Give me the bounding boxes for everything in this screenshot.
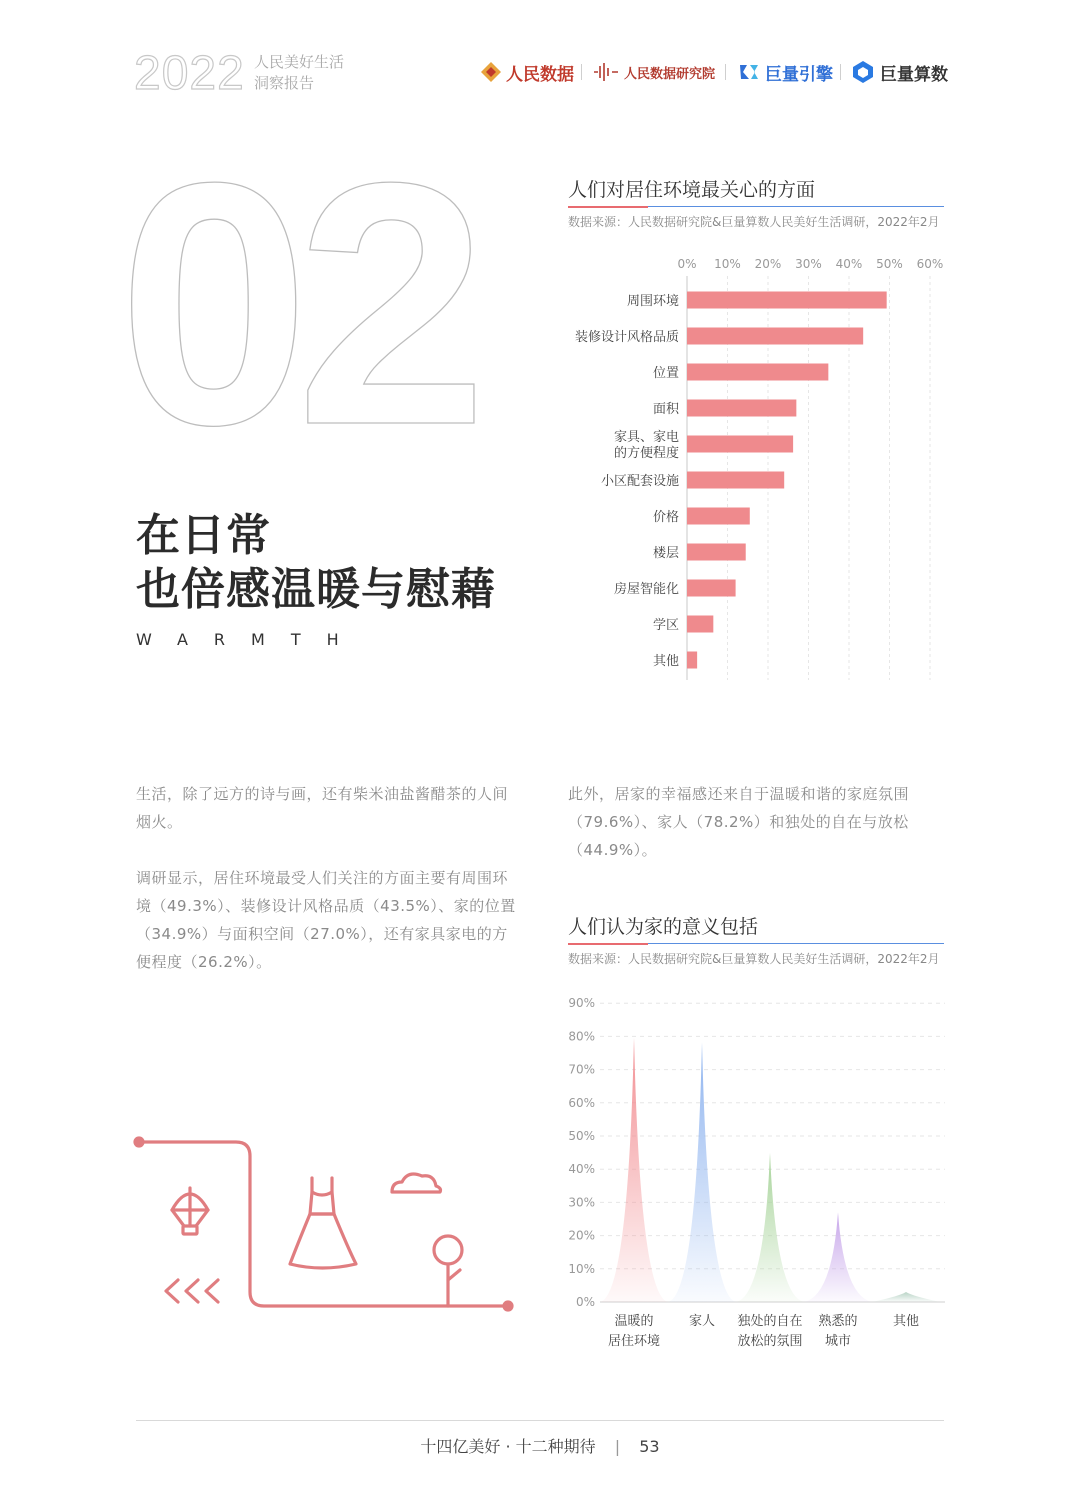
cloud-icon — [392, 1174, 441, 1192]
report-year: 2022 — [134, 47, 245, 100]
x-tick-label: 30% — [795, 257, 822, 271]
category-label: 装修设计风格品质 — [574, 330, 679, 345]
y-tick-label: 60% — [568, 1095, 595, 1110]
people-data-logo-text: 人民数据 — [506, 64, 574, 85]
tree-icon — [434, 1236, 462, 1306]
category-label: 独处的自在 — [737, 1314, 803, 1329]
peak-shape — [600, 1038, 668, 1302]
report-title-line1: 人民美好生活 — [254, 53, 345, 71]
y-tick-label: 80% — [568, 1029, 595, 1044]
y-tick-label: 0% — [575, 1295, 595, 1309]
bar — [687, 400, 796, 417]
logo-divider — [725, 64, 726, 80]
category-label: 价格 — [652, 510, 679, 525]
chart2-title: 人们认为家的意义包括 — [568, 916, 759, 938]
chart1-source: 数据来源：人民数据研究院&巨量算数人民美好生活调研，2022年2月 — [568, 215, 940, 229]
category-label: 家具、家电 — [613, 430, 679, 445]
category-label: 房屋智能化 — [613, 582, 679, 597]
footer-separator: | — [614, 1437, 621, 1456]
category-label: 楼层 — [652, 546, 679, 561]
ocean-suanshu-icon — [851, 60, 875, 84]
bar — [687, 580, 736, 597]
logo-divider — [840, 64, 841, 80]
ocean-engine-logo-text: 巨量引擎 — [765, 64, 833, 85]
logo-divider — [581, 64, 582, 80]
y-tick-label: 50% — [568, 1129, 595, 1143]
category-label: 周围环境 — [626, 294, 679, 309]
ocean-engine-icon — [737, 61, 761, 83]
paragraph-home-happiness: 此外，居家的幸福感还来自于温暖和谐的家庭氛围（79.6%）、家人（78.2%）和独处的自在与放松（44.9%）。 — [568, 785, 910, 859]
category-label: 家人 — [688, 1314, 716, 1329]
y-tick-label: 70% — [568, 1062, 595, 1077]
peak-chart-meaning-of-home — [560, 990, 950, 1360]
x-tick-label: 20% — [754, 257, 782, 271]
people-data-emblem-icon — [480, 61, 502, 83]
report-title-line2: 洞察报告 — [254, 74, 315, 92]
hot-air-balloon-icon — [172, 1188, 208, 1234]
y-tick-label: 10% — [568, 1261, 595, 1276]
peak-shape — [736, 1153, 804, 1302]
home-life-illustration — [128, 1130, 523, 1320]
ocean-suanshu-logo-text: 巨量算数 — [880, 64, 948, 85]
y-tick-label: 90% — [568, 996, 595, 1011]
back-arrows-icon — [166, 1280, 218, 1302]
peak-shape — [872, 1292, 940, 1302]
section-number: 02 — [118, 112, 474, 497]
y-tick-label: 20% — [568, 1228, 595, 1243]
x-tick-label: 10% — [714, 257, 741, 271]
bar-chart-housing-concerns — [560, 248, 950, 688]
x-tick-label: 0% — [677, 257, 697, 271]
bar — [687, 364, 828, 381]
category-label: 小区配套设施 — [600, 474, 679, 489]
bar — [687, 616, 713, 633]
category-label: 学区 — [652, 618, 679, 633]
bar — [687, 328, 863, 345]
category-label: 其他 — [892, 1314, 920, 1329]
people-data-logo — [480, 58, 574, 86]
bar — [687, 544, 746, 561]
chart1-title: 人们对居住环境最关心的方面 — [568, 179, 816, 201]
peak-shape — [668, 1042, 736, 1302]
footer-rule — [136, 1420, 944, 1421]
category-label: 其他 — [652, 654, 679, 669]
chart2-title-accent — [568, 943, 648, 945]
y-tick-label: 40% — [568, 1162, 595, 1177]
x-tick-label: 50% — [876, 257, 903, 271]
people-data-research-logo — [592, 58, 715, 86]
paragraph-survey-findings: 调研显示，居住环境最受人们关注的方面主要有周围环境（49.3%）、装修设计风格品质（43.5%）、家的位置（34.9%）与面积空间（27.0%），还有家具家电的方便程度（26.2%）。 — [136, 869, 516, 971]
category-label: 放松的氛围 — [737, 1334, 803, 1349]
x-tick-label: 60% — [916, 257, 944, 271]
category-label: 的方便程度 — [613, 446, 679, 461]
chart1-title-accent — [568, 206, 648, 208]
ocean-suanshu-logo — [851, 58, 948, 86]
chart2-source: 数据来源：人民数据研究院&巨量算数人民美好生活调研，2022年2月 — [568, 952, 940, 966]
section-headline-line2: 也倍感温暖与慰藉 — [136, 564, 496, 615]
sound-wave-icon — [592, 61, 620, 83]
people-data-research-logo-text: 人民数据研究院 — [624, 66, 716, 82]
section-keyword: WARMTH — [136, 630, 365, 649]
peak-shape — [804, 1212, 872, 1302]
path-end-dot — [504, 1302, 512, 1310]
page-footer — [0, 1434, 1080, 1457]
bar — [687, 292, 887, 309]
ocean-engine-logo — [737, 58, 833, 86]
bar — [687, 652, 697, 669]
category-label: 位置 — [652, 366, 679, 381]
y-tick-label: 30% — [568, 1195, 595, 1210]
bar — [687, 472, 784, 489]
paragraph-intro: 生活，除了远方的诗与画，还有柴米油盐酱醋茶的人间烟火。 — [136, 785, 509, 831]
dress-icon — [290, 1178, 356, 1268]
category-label: 面积 — [652, 402, 679, 417]
footer-series-title: 十四亿美好 · 十二种期待 — [420, 1437, 596, 1456]
section-headline-line1: 在日常 — [136, 510, 271, 561]
category-label: 温暖的 — [614, 1314, 654, 1329]
category-label: 城市 — [824, 1334, 852, 1349]
bar — [687, 508, 750, 525]
category-label: 熟悉的 — [818, 1314, 858, 1329]
x-tick-label: 40% — [835, 257, 863, 271]
bar — [687, 436, 793, 453]
page-number: 53 — [639, 1437, 660, 1456]
category-label: 居住环境 — [607, 1334, 661, 1349]
